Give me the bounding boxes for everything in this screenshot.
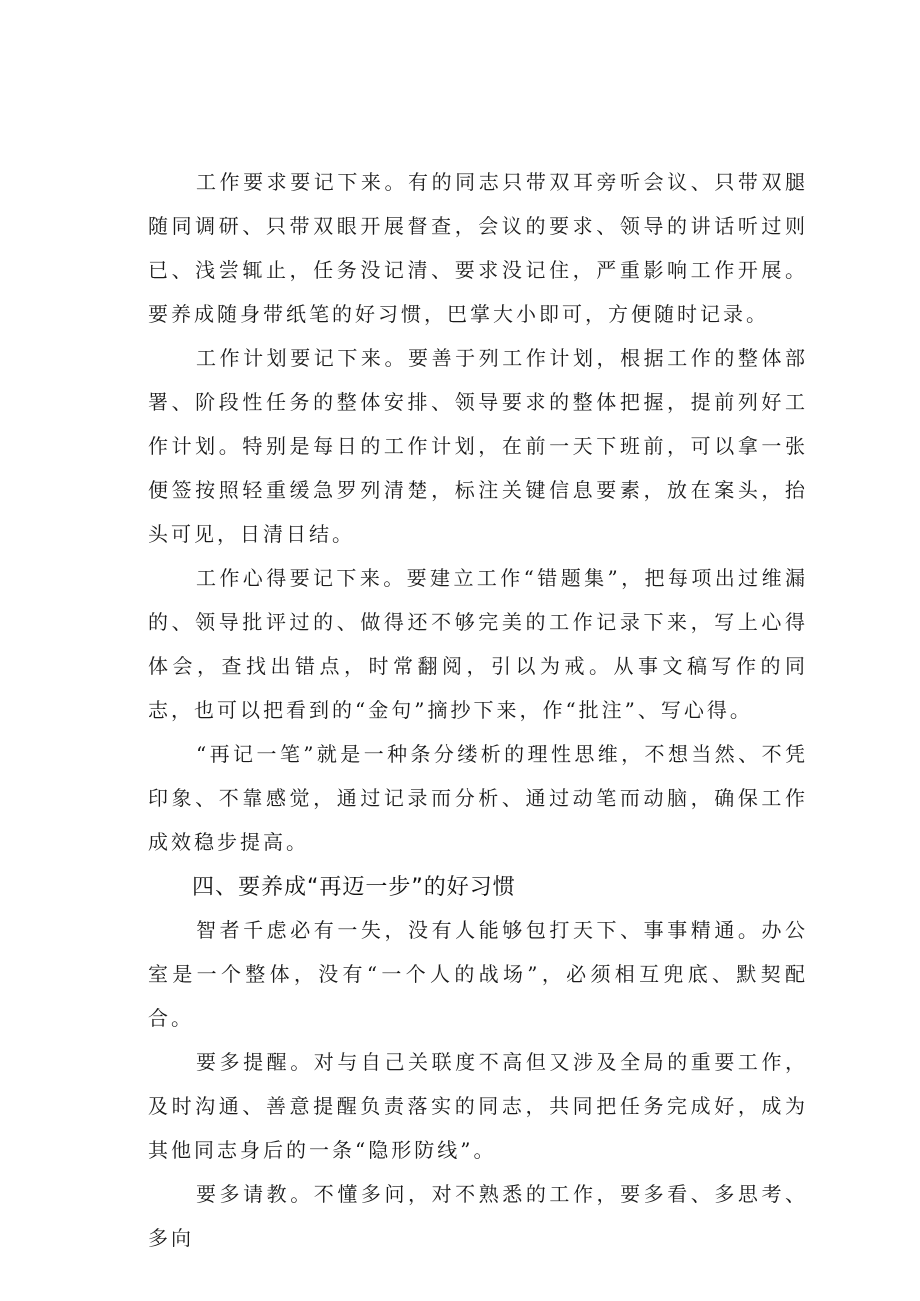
- paragraph-work-insights: 工作心得要记下来。要建立工作“错题集”，把每项出过维漏的、领导批评过的、做得还不够完美的工作记录下来，写上心得体会，查找出错点，时常翻阅，引以为戒。从事文稿写作的同志，也可以把看到的“金句”摘抄下来，作“批注”、写心得。: [148, 566, 808, 722]
- paragraph-record-summary: “再记一笔”就是一种条分缕析的理性思维，不想当然、不凭印象、不靠感觉，通过记录而分析、通过动笔而动脑，确保工作成效稳步提高。: [148, 742, 808, 854]
- paragraph-consult: 要多请教。不懂多问，对不熟悉的工作，要多看、多思考、多向: [148, 1182, 808, 1250]
- paragraph-remind: 要多提醒。对与自己关联度不高但又涉及全局的重要工作，及时沟通、善意提醒负责落实的同志，共同把任务完成好，成为其他同志身后的一条“隐形防线”。: [148, 1050, 808, 1162]
- document-body: [148, 160, 808, 1260]
- section-heading: 四、要养成“再迈一步”的好习惯: [192, 875, 516, 900]
- paragraph-work-requirements: 工作要求要记下来。有的同志只带双耳旁听会议、只带双腿随同调研、只带双眼开展督查，会议的要求、领导的讲话听过则已、浅尝辄止，任务没记清、要求没记住，严重影响工作开展。要养成随身带纸笔的好习惯，巴掌大小即可，方便随时记录。: [148, 170, 808, 326]
- paragraph-work-plan: 工作计划要记下来。要善于列工作计划，根据工作的整体部署、阶段性任务的整体安排、领导要求的整体把握，提前列好工作计划。特别是每日的工作计划，在前一天下班前，可以拿一张便签按照轻重缓急罗列清楚，标注关键信息要素，放在案头，抬头可见，日清日结。: [148, 346, 808, 546]
- paragraph-teamwork: 智者千虑必有一失，没有人能够包打天下、事事精通。办公室是一个整体，没有“一个人的战场”，必须相互兜底、默契配合。: [148, 918, 808, 1030]
